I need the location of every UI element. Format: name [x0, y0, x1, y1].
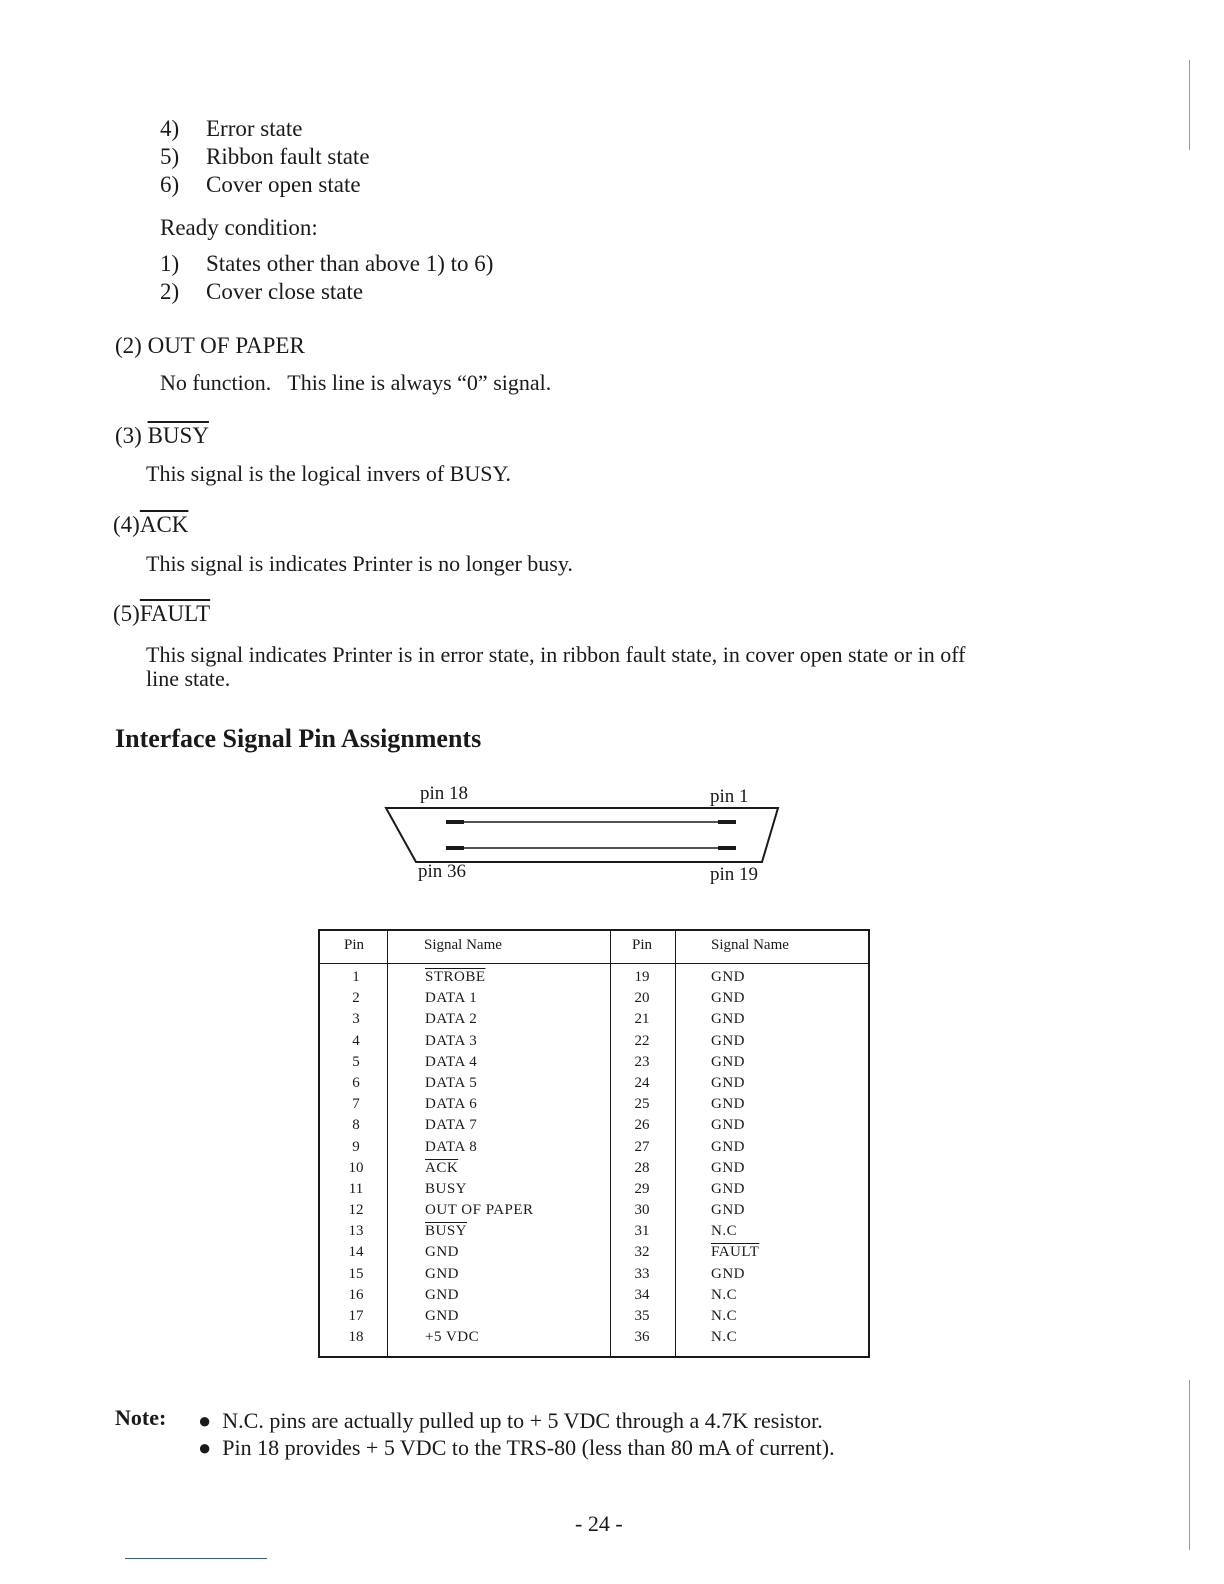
header-divider — [320, 963, 868, 964]
pin-number: 36 — [634, 1329, 650, 1346]
note-text: N.C. pins are actually pulled up to + 5 VDC through a 4.7K resistor. — [222, 1408, 823, 1433]
signal-name: GND — [711, 1032, 745, 1049]
signal-name: DATA 2 — [425, 1011, 478, 1028]
pin-number: 26 — [634, 1117, 650, 1134]
signal-name: N.C — [711, 1286, 738, 1303]
pin-number: 28 — [634, 1159, 650, 1176]
signal-name: BUSY — [425, 1180, 468, 1197]
pin-number: 32 — [634, 1244, 650, 1261]
pin-number: 35 — [634, 1308, 650, 1324]
pin-number: 22 — [634, 1032, 650, 1049]
signal-name: GND — [711, 1074, 745, 1091]
pin-number: 33 — [634, 1265, 650, 1282]
pin-number: 2 — [352, 990, 360, 1007]
ready-item-1 — [160, 251, 493, 277]
signal-name: DATA 6 — [425, 1096, 478, 1113]
connector-shell — [386, 808, 778, 862]
header-pin: Pin — [344, 937, 365, 953]
pin-label-36: pin 36 — [418, 861, 467, 882]
section-out-of-paper-title — [115, 333, 305, 359]
ready-number: 2) — [160, 279, 180, 304]
table-row — [320, 1117, 868, 1138]
table-row — [320, 1266, 868, 1287]
header-pin-2: Pin — [632, 937, 653, 953]
section-prefix: (2) — [115, 333, 148, 358]
section-title: FAULT — [139, 601, 211, 626]
table-row — [320, 1033, 868, 1054]
signal-name: GND — [711, 1096, 745, 1113]
section-busy-body: This signal is the logical invers of BUSY. — [146, 461, 512, 486]
pin-number: 19 — [634, 969, 650, 985]
footer-rule — [125, 1558, 267, 1559]
signal-name: GND — [711, 990, 745, 1007]
table-row — [320, 1139, 868, 1160]
signal-name: DATA 4 — [425, 1053, 478, 1070]
bullet-icon: ● — [198, 1408, 212, 1433]
note-label: Note: — [115, 1405, 167, 1430]
signal-name: GND — [711, 969, 745, 985]
signal-name: GND — [711, 1180, 745, 1197]
signal-name: N.C — [711, 1308, 738, 1324]
pin-number: 10 — [348, 1159, 364, 1176]
pin-number: 1 — [352, 969, 360, 985]
signal-name: STROBE — [425, 969, 486, 985]
pin-marker — [446, 846, 464, 850]
table-row — [320, 1202, 868, 1223]
pin-assignment-table — [318, 929, 870, 1358]
signal-name: N.C — [711, 1223, 738, 1240]
signal-name: GND — [425, 1265, 459, 1282]
table-row — [320, 1096, 868, 1117]
table-row — [320, 1011, 868, 1032]
signal-name: DATA 8 — [425, 1138, 478, 1155]
section-ack-body: This signal is indicates Printer is no longer busy. — [146, 551, 573, 576]
section-prefix: (3) — [115, 423, 148, 448]
pin-number: 34 — [634, 1286, 650, 1303]
table-body — [320, 969, 868, 1350]
signal-name: GND — [711, 1159, 745, 1176]
header-signal-name-2: Signal Name — [711, 937, 789, 953]
pin-number: 13 — [348, 1223, 364, 1240]
pin-number: 4 — [352, 1032, 360, 1049]
table-row — [320, 1075, 868, 1096]
signal-name: DATA 1 — [425, 990, 478, 1007]
table-row — [320, 990, 868, 1011]
note-bullet-1 — [198, 1408, 823, 1434]
pin-assignments-heading: Interface Signal Pin Assignments — [115, 724, 482, 753]
signal-name: GND — [711, 1138, 745, 1155]
page-number: - 24 - — [575, 1511, 623, 1536]
bullet-icon: ● — [198, 1435, 212, 1460]
connector-diagram — [380, 780, 800, 890]
table-row — [320, 1160, 868, 1181]
pin-number: 31 — [634, 1223, 650, 1240]
header-signal-name: Signal Name — [424, 937, 502, 953]
ready-number: 1) — [160, 251, 180, 276]
pin-number: 17 — [348, 1308, 364, 1324]
pin-number: 21 — [634, 1011, 650, 1028]
margin-rule-bottom — [1189, 1380, 1190, 1550]
pin-number: 20 — [634, 990, 650, 1007]
signal-name: BUSY — [425, 1223, 468, 1240]
signal-name: FAULT — [711, 1244, 760, 1261]
table-row — [320, 1054, 868, 1075]
pin-number: 9 — [352, 1138, 360, 1155]
section-ack-title — [113, 512, 188, 538]
signal-name: GND — [425, 1286, 459, 1303]
state-item-4 — [160, 116, 302, 142]
state-text: Error state — [206, 116, 303, 141]
state-text: Ribbon fault state — [206, 144, 370, 169]
state-item-5 — [160, 144, 370, 170]
pin-number: 16 — [348, 1286, 364, 1303]
margin-rule-top — [1189, 60, 1190, 150]
ready-heading: Ready condition: — [160, 215, 318, 240]
pin-number: 27 — [634, 1138, 650, 1155]
pin-number: 18 — [348, 1329, 364, 1346]
section-title: BUSY — [147, 423, 209, 448]
note-text: Pin 18 provides + 5 VDC to the TRS-80 (less than 80 mA of current). — [222, 1435, 835, 1460]
pin-number: 15 — [348, 1265, 364, 1282]
pin-number: 23 — [634, 1053, 650, 1070]
table-row — [320, 969, 868, 990]
pin-label-1: pin 1 — [710, 786, 749, 807]
signal-name: GND — [711, 1053, 745, 1070]
ready-item-2 — [160, 279, 363, 305]
note-bullet-2 — [198, 1435, 835, 1461]
signal-name: GND — [425, 1244, 459, 1261]
table-row — [320, 1329, 868, 1350]
state-number: 5) — [160, 144, 180, 169]
table-row — [320, 1287, 868, 1308]
signal-name: $\overline{ACK}$ — [425, 1159, 459, 1176]
signal-name: GND — [711, 1265, 745, 1282]
pin-number: 3 — [352, 1011, 360, 1028]
pin-marker — [446, 820, 464, 824]
pin-number: 11 — [348, 1180, 364, 1197]
pin-marker — [718, 820, 736, 824]
section-prefix: (4) — [113, 512, 140, 537]
pin-number: 7 — [352, 1096, 360, 1113]
section-out-of-paper-body: No function. This line is always “0” signal. — [160, 370, 552, 395]
pin-number: 14 — [348, 1244, 364, 1261]
pin-number: 8 — [352, 1117, 360, 1134]
table-row — [320, 1181, 868, 1202]
signal-name: DATA 7 — [425, 1117, 478, 1134]
state-text: Cover open state — [206, 172, 361, 197]
table-row — [320, 1223, 868, 1244]
signal-name: DATA 3 — [425, 1032, 478, 1049]
signal-name: OUT OF PAPER — [425, 1202, 534, 1219]
signal-name: N.C — [711, 1329, 738, 1346]
table-row — [320, 1244, 868, 1265]
signal-name: GND — [711, 1117, 745, 1134]
pin-number: 25 — [634, 1096, 650, 1113]
pin-label-18: pin 18 — [420, 783, 469, 804]
state-number: 4) — [160, 116, 180, 141]
section-fault-body-cont: line state. — [146, 666, 231, 691]
signal-name: +5 VDC — [425, 1329, 480, 1346]
section-prefix: (5) — [113, 601, 140, 626]
pin-number: 30 — [634, 1202, 650, 1219]
signal-name: GND — [711, 1202, 745, 1219]
signal-name: GND — [425, 1308, 459, 1324]
state-item-6 — [160, 172, 361, 198]
pin-number: 12 — [348, 1202, 364, 1219]
section-fault-body: This signal indicates Printer is in error state, in ribbon fault state, in cover open state or in off — [146, 642, 966, 667]
section-fault-title — [113, 601, 210, 627]
pin-number: 5 — [352, 1053, 360, 1070]
section-title: $\overline{ACK}$ — [139, 512, 189, 537]
pin-number: 24 — [634, 1074, 650, 1091]
section-busy-title — [115, 423, 209, 449]
pin-number: 6 — [352, 1074, 360, 1091]
signal-name: DATA 5 — [425, 1074, 478, 1091]
ready-text: Cover close state — [206, 279, 364, 304]
table-row — [320, 1308, 868, 1329]
pin-marker — [718, 846, 736, 850]
pin-number: 29 — [634, 1180, 650, 1197]
signal-name: GND — [711, 1011, 745, 1028]
pin-label-19: pin 19 — [710, 864, 759, 885]
section-title: OUT OF PAPER — [147, 333, 305, 358]
state-number: 6) — [160, 172, 180, 197]
ready-text: States other than above 1) to 6) — [206, 251, 494, 276]
